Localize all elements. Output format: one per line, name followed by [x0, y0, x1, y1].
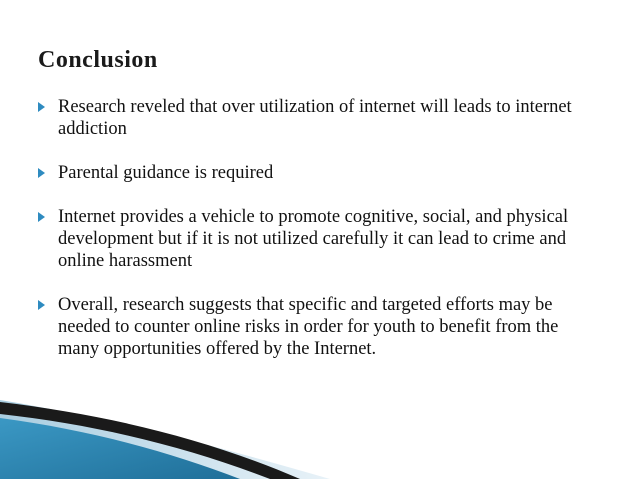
bullet-text: Internet provides a vehicle to promote cognitive, social, and physical development but if it is not utilized carefully it can lead to crime and online harassment — [58, 207, 569, 271]
bullet-item — [38, 96, 598, 140]
wave-teal-band — [0, 418, 240, 479]
bullet-text: Overall, research suggests that specific and targeted efforts may be needed to counter online risks in order for youth to benefit from the many opportunities offered by the Internet. — [58, 295, 559, 359]
bullet-text: Research reveled that over utilization of internet will leads to internet addiction — [58, 97, 572, 139]
bullet-item — [38, 206, 598, 272]
wave-dark-band — [0, 402, 300, 479]
triangle-right-icon — [38, 168, 45, 178]
triangle-right-icon — [38, 102, 45, 112]
bullet-text: Parental guidance is required — [58, 163, 274, 183]
bullet-item — [38, 162, 598, 184]
slide-title: Conclusion — [38, 47, 158, 73]
wave-light-band — [0, 400, 330, 479]
triangle-right-icon — [38, 300, 45, 310]
triangle-right-icon — [38, 212, 45, 222]
bullet-list — [38, 96, 598, 382]
bullet-item — [38, 294, 598, 360]
